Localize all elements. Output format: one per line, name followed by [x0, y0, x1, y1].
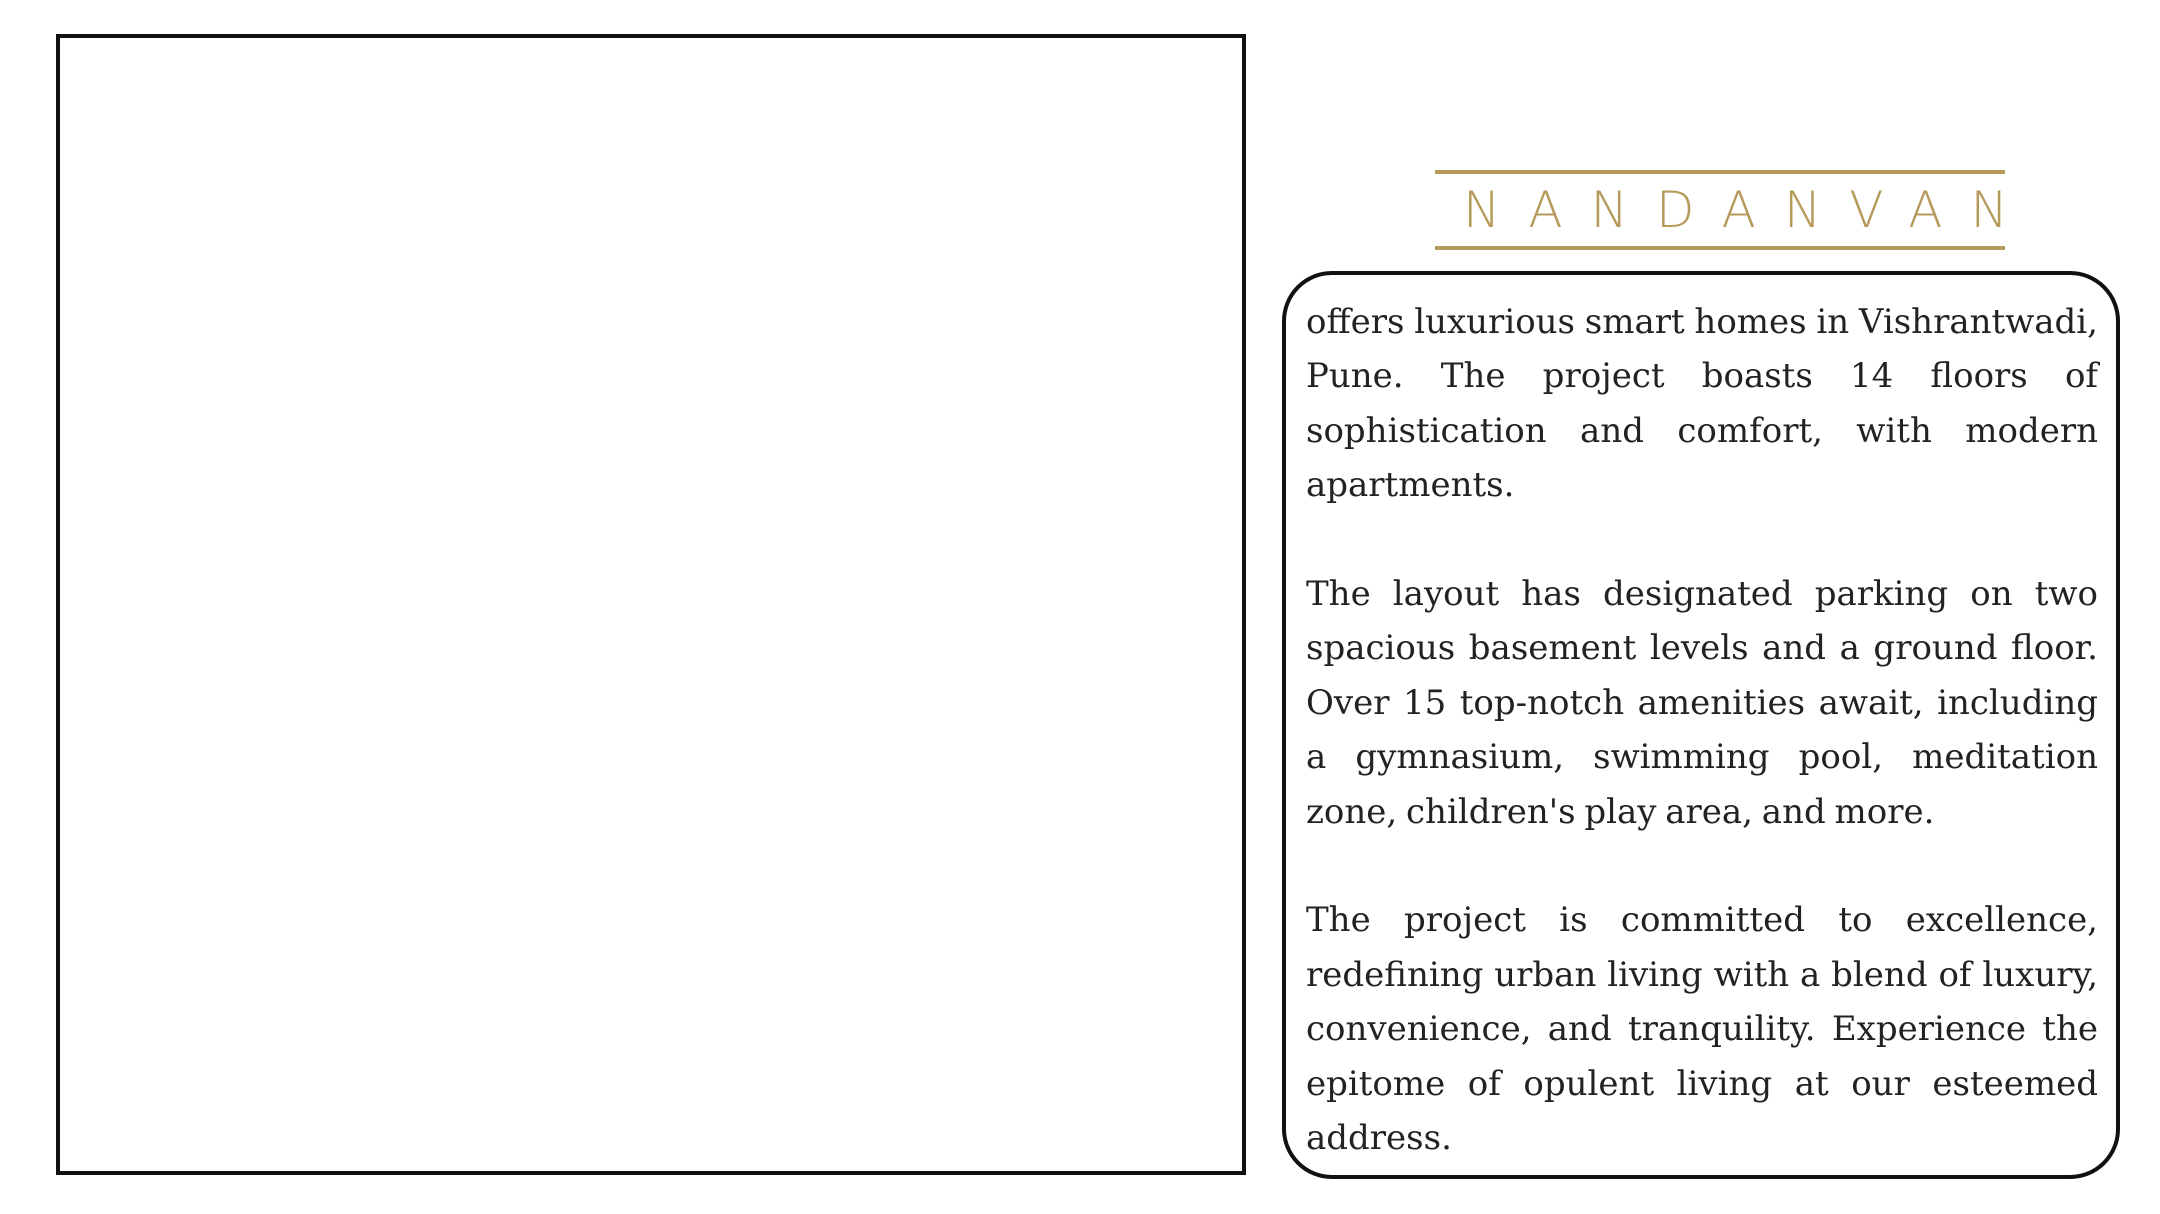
description-box [1282, 271, 2120, 1179]
brand-top-rule [1435, 170, 2005, 174]
image-placeholder-frame [56, 34, 1246, 1175]
description-paragraph-3: The project is committed to excellence, redefining urban living with a blend of luxury, convenience, and tranquility. Experience the epitome of opulent living at our esteemed address. [1306, 900, 2098, 1159]
brand-bottom-rule [1435, 246, 2005, 250]
brand-name: NANDANVAN [1463, 181, 2036, 239]
description-paragraph-2: The layout has designated parking on two spacious basement levels and a ground floor. Over 15 top-notch amenities await, including a gymnasium, swimming pool, meditation zone, children's play area, and more. [1306, 574, 2098, 832]
description-paragraph-1: offers luxurious smart homes in Vishrantwadi, Pune. The project boasts 14 floors of sophistication and comfort, with modern apartments. [1306, 302, 2098, 506]
brand-logo [1435, 170, 2036, 250]
